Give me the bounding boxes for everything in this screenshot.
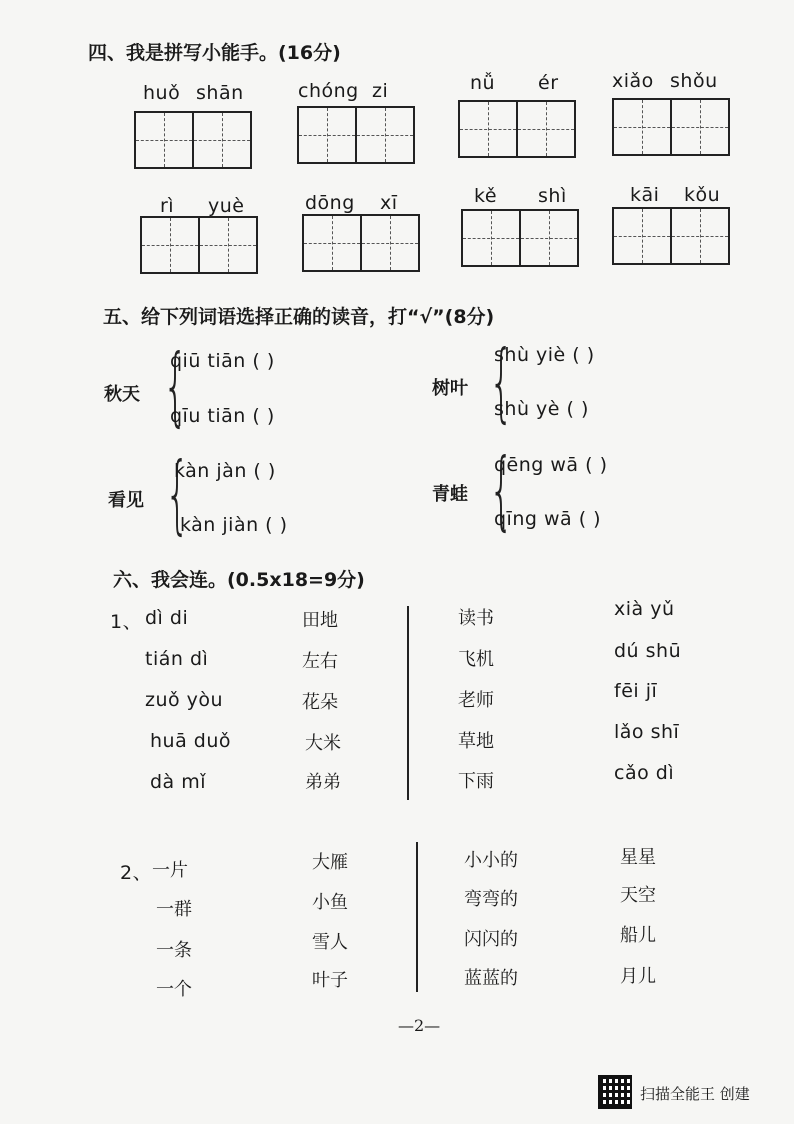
- footer-text: 扫描全能王 创建: [640, 1085, 750, 1103]
- pinyin: zi: [372, 80, 389, 102]
- pinyin-item[interactable]: zuǒ yòu: [145, 689, 224, 711]
- word-item[interactable]: 下雨: [458, 771, 494, 792]
- pinyin: yuè: [208, 195, 245, 217]
- word-label: 看见: [108, 490, 144, 511]
- divider-line: [416, 842, 418, 992]
- pinyin: ér: [538, 72, 559, 94]
- word-item[interactable]: 船儿: [620, 925, 656, 946]
- word-item[interactable]: 草地: [458, 731, 494, 752]
- part-number: 2、: [120, 862, 153, 884]
- brace-icon: {: [489, 332, 514, 432]
- writing-box[interactable]: [612, 207, 730, 265]
- page-number: —2—: [398, 1016, 441, 1035]
- word-item[interactable]: 一个: [156, 979, 192, 1000]
- word-item[interactable]: 大米: [305, 733, 341, 754]
- reading-option[interactable]: shù yè ( ): [494, 398, 589, 420]
- writing-box[interactable]: [461, 209, 579, 267]
- word-label: 秋天: [104, 384, 140, 405]
- reading-option[interactable]: qīng wā ( ): [494, 508, 602, 530]
- pinyin-item[interactable]: cǎo dì: [614, 762, 675, 784]
- brace-icon: {: [163, 336, 188, 436]
- pinyin: nǚ: [470, 72, 496, 94]
- pinyin: kāi: [630, 184, 660, 206]
- word-label: 青蛙: [432, 484, 468, 505]
- pinyin-item[interactable]: lǎo shī: [614, 721, 680, 743]
- word-item[interactable]: 田地: [302, 610, 338, 631]
- word-item[interactable]: 蓝蓝的: [464, 968, 518, 989]
- part-number: 1、: [110, 611, 143, 633]
- writing-box[interactable]: [302, 214, 420, 272]
- pinyin: rì: [160, 195, 175, 217]
- reading-option[interactable]: qēng wā ( ): [494, 454, 608, 476]
- reading-option[interactable]: qīu tiān ( ): [170, 405, 275, 427]
- qr-code-icon: [598, 1075, 632, 1109]
- word-item[interactable]: 老师: [458, 690, 494, 711]
- pinyin: kǒu: [684, 184, 721, 206]
- word-item[interactable]: 大雁: [312, 852, 348, 873]
- word-item[interactable]: 闪闪的: [464, 929, 518, 950]
- writing-box[interactable]: [140, 216, 258, 274]
- brace-icon: {: [165, 444, 190, 544]
- word-item[interactable]: 读书: [458, 608, 494, 629]
- word-item[interactable]: 一条: [156, 940, 192, 961]
- writing-box[interactable]: [297, 106, 415, 164]
- word-item[interactable]: 小鱼: [312, 892, 348, 913]
- word-item[interactable]: 雪人: [312, 932, 348, 953]
- word-item[interactable]: 弟弟: [305, 772, 341, 793]
- reading-option[interactable]: kàn jàn ( ): [174, 460, 276, 482]
- writing-box[interactable]: [134, 111, 252, 169]
- pinyin-item[interactable]: dì di: [145, 607, 189, 629]
- section4-title: 四、我是拼写小能手。(16分): [88, 42, 341, 64]
- pinyin: xī: [380, 192, 398, 214]
- word-item[interactable]: 月儿: [620, 966, 656, 987]
- pinyin: shān: [196, 82, 244, 104]
- reading-option[interactable]: kàn jiàn ( ): [180, 514, 288, 536]
- section5-title: 五、给下列词语选择正确的读音，打“√”(8分): [103, 306, 495, 328]
- word-item[interactable]: 星星: [620, 847, 656, 868]
- reading-option[interactable]: qiū tiān ( ): [170, 350, 275, 372]
- pinyin-item[interactable]: huā duǒ: [150, 730, 231, 752]
- pinyin-item[interactable]: dú shū: [614, 640, 682, 662]
- word-item[interactable]: 花朵: [302, 692, 338, 713]
- pinyin-item[interactable]: fēi jī: [614, 680, 658, 702]
- pinyin: shǒu: [670, 70, 718, 92]
- writing-box[interactable]: [458, 100, 576, 158]
- word-item[interactable]: 左右: [302, 651, 338, 672]
- pinyin: huǒ: [143, 82, 181, 104]
- pinyin: xiǎo: [612, 70, 654, 92]
- pinyin: chóng: [298, 80, 359, 102]
- word-item[interactable]: 一群: [156, 899, 192, 920]
- word-item[interactable]: 一片: [152, 860, 188, 881]
- word-item[interactable]: 叶子: [312, 970, 348, 991]
- pinyin-item[interactable]: tián dì: [145, 648, 209, 670]
- pinyin-item[interactable]: dà mǐ: [150, 771, 207, 793]
- brace-icon: {: [489, 440, 514, 540]
- word-item[interactable]: 飞机: [458, 649, 494, 670]
- section6-title: 六、我会连。(0.5x18=9分): [113, 569, 365, 591]
- pinyin: shì: [538, 185, 567, 207]
- word-item[interactable]: 天空: [620, 885, 656, 906]
- pinyin: dōng: [305, 192, 355, 214]
- word-label: 树叶: [432, 378, 468, 399]
- word-item[interactable]: 小小的: [464, 850, 518, 871]
- pinyin: kě: [474, 185, 498, 207]
- reading-option[interactable]: shù yiè ( ): [494, 344, 595, 366]
- divider-line: [407, 606, 409, 800]
- pinyin-item[interactable]: xià yǔ: [614, 598, 675, 620]
- writing-box[interactable]: [612, 98, 730, 156]
- word-item[interactable]: 弯弯的: [464, 889, 518, 910]
